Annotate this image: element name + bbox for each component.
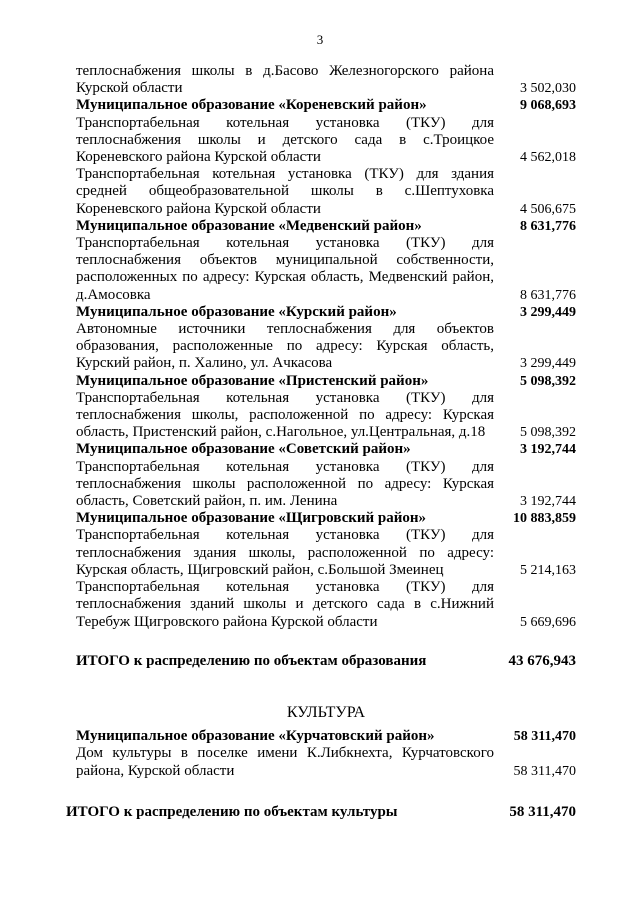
item-amount: 3 192,744 — [520, 494, 576, 510]
municipality-heading — [76, 304, 576, 321]
allocation-item-row — [76, 63, 576, 97]
culture-item-amount: 58 311,470 — [513, 763, 576, 779]
allocation-item-row — [76, 459, 576, 511]
culture-municipality-name: Муниципальное образование «Курчатовский район» — [76, 728, 435, 745]
item-amount: 5 669,696 — [520, 614, 576, 630]
culture-item-row — [76, 745, 576, 779]
municipality-name: Муниципальное образование «Щигровский район» — [76, 510, 427, 527]
item-amount: 4 562,018 — [520, 150, 576, 166]
allocation-item-row — [76, 235, 576, 304]
total-culture-label: ИТОГО к распределению по объектам культуры — [66, 803, 398, 820]
item-description: Автономные источники теплоснабжения для объектов образования, расположенные по адресу: Курская область, Курский район, п. Халино, ул. Ачкасова — [76, 321, 494, 372]
allocation-item-row — [76, 527, 576, 579]
item-amount: 4 506,675 — [520, 201, 576, 217]
municipality-heading — [76, 510, 576, 527]
allocation-item-row — [76, 390, 576, 442]
item-description: Транспортабельная котельная установка (ТКУ) для здания средней общеобразовательной школы в с.Шептуховка Кореневского района Курской области — [76, 166, 494, 217]
total-education-row — [76, 653, 576, 670]
municipality-name: Муниципальное образование «Советский район» — [76, 441, 411, 458]
page-number: 3 — [316, 32, 324, 47]
allocation-item-row — [76, 166, 576, 218]
municipality-heading — [76, 97, 576, 114]
municipality-name: Муниципальное образование «Пристенский район» — [76, 372, 429, 389]
culture-municipality-heading — [76, 728, 576, 745]
municipality-heading — [76, 441, 576, 458]
culture-municipality-amount: 58 311,470 — [513, 729, 576, 745]
culture-item-description: Дом культуры в поселке имени К.Либкнехта, Курчатовского района, Курской области — [76, 745, 494, 779]
item-amount: 3 502,030 — [520, 81, 576, 97]
municipality-heading — [76, 218, 576, 235]
municipality-name: Муниципальное образование «Кореневский район» — [76, 97, 427, 114]
municipality-amount: 9 068,693 — [520, 98, 576, 114]
item-description: Транспортабельная котельная установка (ТКУ) для теплоснабжения объектов муниципальной собственности, расположенных по адресу: Курская область, Медвенский район, д.Амосовка — [76, 235, 494, 303]
item-description: теплоснабжения школы в д.Басово Железногорского района Курской области — [76, 63, 494, 97]
municipality-name: Муниципальное образование «Курский район» — [76, 303, 397, 320]
allocation-item-row — [76, 115, 576, 167]
municipality-amount: 3 299,449 — [520, 304, 576, 320]
total-culture-amount: 58 311,470 — [509, 803, 576, 820]
municipality-amount: 3 192,744 — [520, 442, 576, 458]
item-description: Транспортабельная котельная установка (ТКУ) для теплоснабжения школы расположенной по адресу: Курская область, Советский район, п. им. Ленина — [76, 458, 494, 510]
culture-section-title: КУЛЬТУРА — [286, 703, 366, 721]
allocation-rows — [76, 63, 576, 631]
total-education-amount: 43 676,943 — [508, 652, 576, 669]
total-culture-row — [66, 804, 576, 821]
municipality-amount: 10 883,859 — [513, 511, 576, 527]
municipality-amount: 5 098,392 — [520, 373, 576, 389]
municipality-amount: 8 631,776 — [520, 218, 576, 234]
total-education-label: ИТОГО к распределению по объектам образования — [76, 652, 427, 669]
allocation-item-row — [76, 321, 576, 373]
item-amount: 3 299,449 — [520, 356, 576, 372]
item-description: Транспортабельная котельная установка (ТКУ) для теплоснабжения зданий школы и детского сада в с.Нижний Теребуж Щигровского района Курской области — [76, 579, 494, 630]
item-description: Транспортабельная котельная установка (ТКУ) для теплоснабжения школы и детского сада в с.Троицкое Кореневского района Курской области — [76, 114, 494, 166]
item-description: Транспортабельная котельная установка (ТКУ) для теплоснабжения здания школы, расположенной по адресу: Курская область, Щигровский район, с.Большой Змеинец — [76, 527, 494, 578]
allocation-item-row — [76, 579, 576, 631]
municipality-name: Муниципальное образование «Медвенский район» — [76, 217, 422, 234]
item-amount: 5 214,163 — [520, 562, 576, 578]
allocation-table — [66, 63, 576, 821]
municipality-heading — [76, 373, 576, 390]
item-amount: 5 098,392 — [520, 425, 576, 441]
item-description: Транспортабельная котельная установка (ТКУ) для теплоснабжения школы, расположенной по адресу: Курская область, Пристенский район, с.Нагольное, ул.Центральная, д.18 — [76, 389, 494, 441]
item-amount: 8 631,776 — [520, 287, 576, 303]
